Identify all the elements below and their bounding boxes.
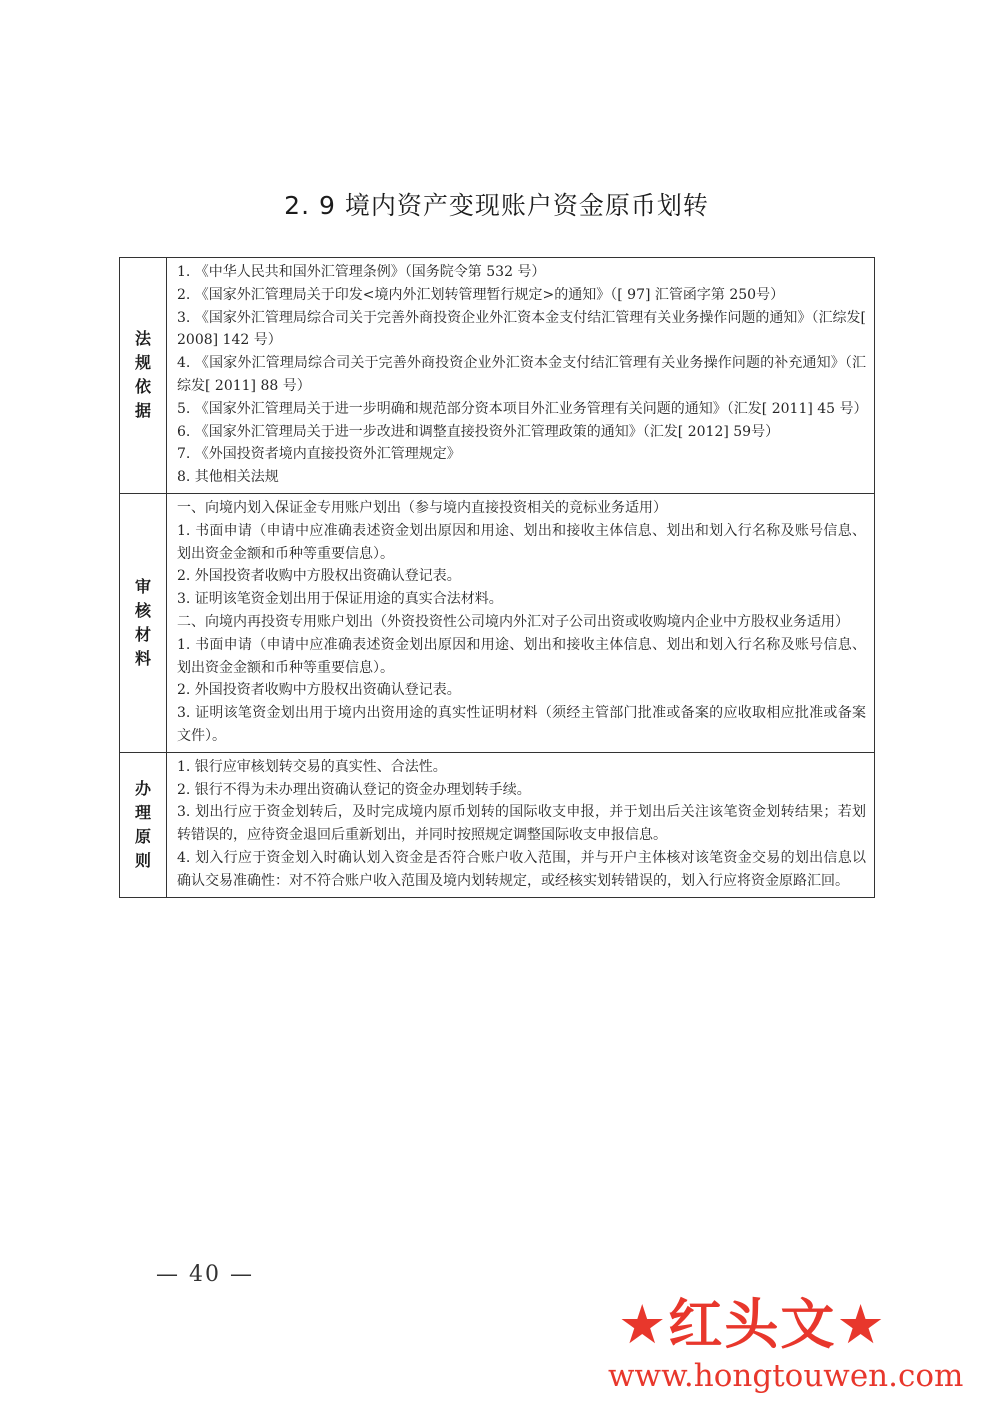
list-item: 一、向境内划入保证金专用账户划出（参与境内直接投资相关的竞标业务适用） <box>177 499 667 516</box>
list-item: 1. 银行应审核划转交易的真实性、合法性。 <box>177 758 447 775</box>
list-item: 5. 《国家外汇管理局关于进一步明确和规范部分资本项目外汇业务管理有关问题的通知》（汇发[ 2011] 45 号） <box>177 400 868 417</box>
list-item: 1. 书面申请（申请中应准确表述资金划出原因和用途、划出和接收主体信息、划出和划入行名称及账号信息、划出资金金额和币种等重要信息）。 <box>177 522 866 562</box>
row-content-legal-basis <box>167 258 875 494</box>
table-row <box>120 493 875 752</box>
table-row <box>120 752 875 897</box>
row-label-cell <box>120 258 167 494</box>
row-label-cell <box>120 493 167 752</box>
list-item: 二、向境内再投资专用账户划出（外资投资性公司境内外汇对子公司出资或收购境内企业中方股权业务适用） <box>177 613 849 630</box>
table-row <box>120 258 875 494</box>
row-content-review-materials <box>167 493 875 752</box>
watermark-logo <box>590 1282 990 1403</box>
list-item: 4. 划入行应于资金划入时确认划入资金是否符合账户收入范围，并与开户主体核对该笔资金交易的划出信息以确认交易准确性：对不符合账户收入范围及境内划转规定，或经核实划转错误的，划入行应将资金原路汇回。 <box>177 849 866 889</box>
row-label-review-materials: 审核材料 <box>134 576 151 668</box>
row-label-legal-basis: 法规依据 <box>134 329 151 421</box>
list-item: 3. 证明该笔资金划出用于保证用途的真实合法材料。 <box>177 591 503 608</box>
row-content-handling-principles <box>167 752 875 897</box>
list-item: 1. 书面申请（申请中应准确表述资金划出原因和用途、划出和接收主体信息、划出和划入行名称及账号信息、划出资金金额和币种等重要信息）。 <box>177 636 866 676</box>
list-item: 7. 《外国投资者境内直接投资外汇管理规定》 <box>177 446 461 463</box>
list-item: 3. 《国家外汇管理局综合司关于完善外商投资企业外汇资本金支付结汇管理有关业务操作问题的通知》（汇综发[ 2008] 142 号） <box>177 309 866 349</box>
page-title: 2. 9 境内资产变现账户资金原币划转 <box>284 191 709 220</box>
list-item: 1. 《中华人民共和国外汇管理条例》（国务院令第 532 号） <box>177 264 546 280</box>
list-item: 2. 外国投资者收购中方股权出资确认登记表。 <box>177 568 461 585</box>
list-item: 4. 《国家外汇管理局综合司关于完善外商投资企业外汇资本金支付结汇管理有关业务操作问题的补充通知》（汇综发[ 2011] 88 号） <box>177 355 866 394</box>
list-item: 8. 其他相关法规 <box>177 469 279 486</box>
watermark-title: ★红头文★ <box>618 1293 887 1356</box>
row-label-handling-principles: 办理原则 <box>134 778 151 870</box>
row-label-cell <box>120 752 167 897</box>
list-item: 6. 《国家外汇管理局关于进一步改进和调整直接投资外汇管理政策的通知》（汇发[ 2012] 59号） <box>177 423 780 440</box>
page-number: — 40 — <box>156 1262 254 1287</box>
list-item: 2. 外国投资者收购中方股权出资确认登记表。 <box>177 682 461 699</box>
list-item: 3. 证明该笔资金划出用于境内出资用途的真实性证明材料（须经主管部门批准或备案的应收取相应批准或备案文件）。 <box>177 705 866 744</box>
regulation-table <box>119 257 875 898</box>
list-item: 2. 《国家外汇管理局关于印发<境内外汇划转管理暂行规定>的通知》（[ 97] 汇管函字第 250号） <box>177 286 785 303</box>
list-item: 2. 银行不得为未办理出资确认登记的资金办理划转手续。 <box>177 781 531 798</box>
watermark-url: www.hongtouwen.com <box>608 1358 964 1394</box>
list-item: 3. 划出行应于资金划转后，及时完成境内原币划转的国际收支申报，并于划出后关注该笔资金划转结果；若划转错误的，应待资金退回后重新划出，并同时按照规定调整国际收支申报信息。 <box>177 804 866 844</box>
